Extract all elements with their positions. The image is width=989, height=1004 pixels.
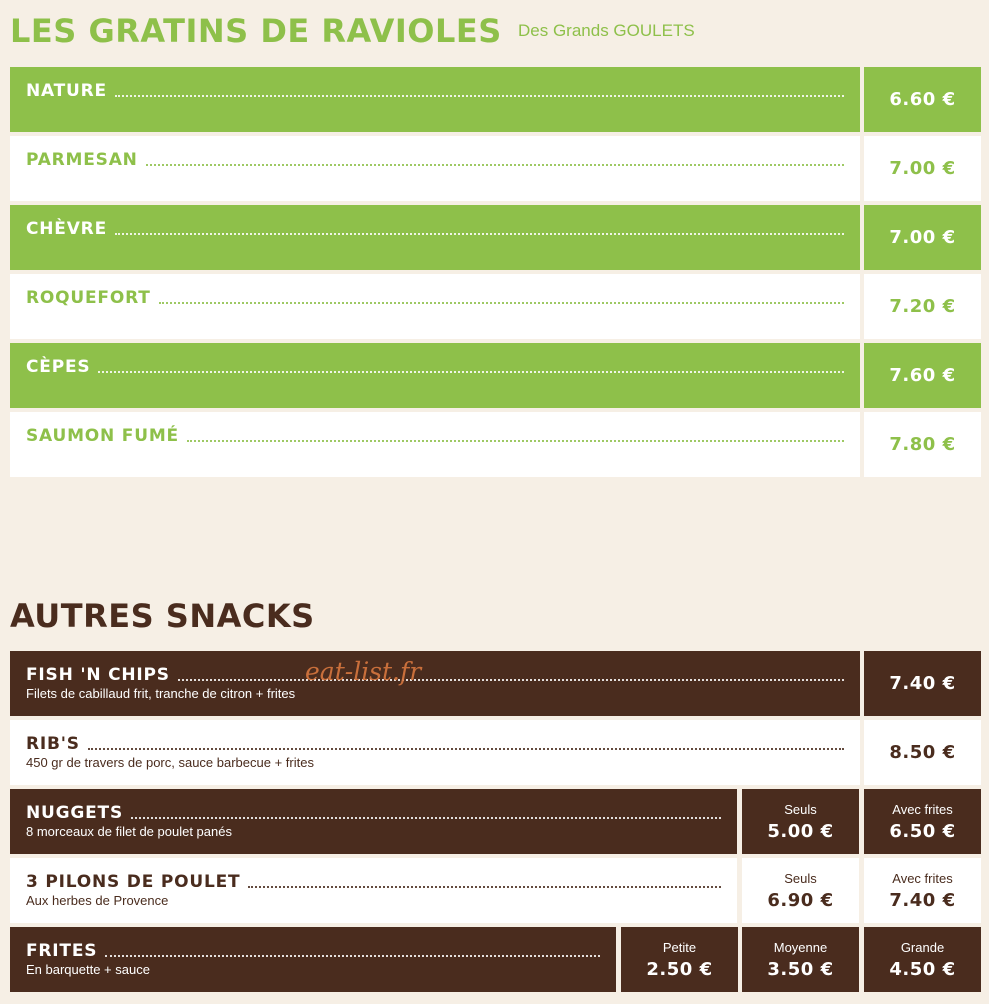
menu-row-parmesan [10,136,860,201]
price-cell-seuls [742,789,859,854]
item-price: 6.90 € [767,889,834,911]
item-description: Filets de cabillaud frit, tranche de citron + frites [26,686,296,701]
dot-leader [105,955,600,957]
price-label: Seuls [784,870,817,886]
item-price: 7.00 € [889,227,956,248]
item-price: 7.20 € [889,296,956,317]
dot-leader [178,679,844,681]
gratins-title: LES GRATINS DE RAVIOLES [10,12,502,50]
dot-leader [98,371,844,373]
dot-leader [248,886,721,888]
price-cell [864,412,981,477]
item-description: Aux herbes de Provence [26,893,169,908]
price-cell [864,67,981,132]
price-label: Avec frites [892,801,953,817]
item-description: 450 gr de travers de porc, sauce barbecue + frites [26,755,314,770]
menu-row-frites [10,927,616,992]
menu-row-cepes [10,343,860,408]
item-price: 7.40 € [889,889,956,911]
price-cell [864,136,981,201]
price-cell [864,205,981,270]
dot-leader [146,164,844,166]
item-price: 7.80 € [889,434,956,455]
item-price: 5.00 € [767,820,834,842]
price-cell-avec-frites [864,789,981,854]
dot-leader [88,748,844,750]
price-label: Avec frites [892,870,953,886]
price-cell-avec-frites [864,858,981,923]
item-name: RIB'S [26,734,80,754]
gratins-subtitle: Des Grands GOULETS [518,21,695,40]
menu-row-roquefort [10,274,860,339]
item-name: CÈPES [26,357,91,377]
item-name: FRITES [26,941,98,961]
snacks-title: AUTRES SNACKS [10,597,315,635]
menu-row-chevre [10,205,860,270]
dot-leader [187,440,844,442]
item-name: FISH 'N CHIPS [26,665,170,685]
dot-leader [115,233,844,235]
item-price: 3.50 € [767,958,834,980]
price-cell-moyenne [742,927,859,992]
price-label: Moyenne [773,939,828,955]
item-price: 7.40 € [889,673,956,694]
price-label: Grande [900,939,945,955]
dot-leader [159,302,844,304]
item-name: PARMESAN [26,150,138,170]
menu-row-fish-n-chips [10,651,860,716]
menu-row-nuggets [10,789,737,854]
price-label: Petite [662,939,697,955]
watermark: eat-list.fr [305,657,422,686]
item-price: 7.60 € [889,365,956,386]
item-name: ROQUEFORT [26,288,151,308]
item-price: 6.60 € [889,89,956,110]
menu-row-nature [10,67,860,132]
menu-row-ribs [10,720,860,785]
item-description: 8 morceaux de filet de poulet panés [26,824,232,839]
menu-row-pilons [10,858,737,923]
item-name: NATURE [26,81,107,101]
price-label: Seuls [784,801,817,817]
price-cell [864,720,981,785]
dot-leader [115,95,844,97]
item-price: 2.50 € [646,958,713,980]
item-description: En barquette + sauce [26,962,150,977]
price-cell [864,343,981,408]
price-cell [864,651,981,716]
price-cell-seuls [742,858,859,923]
item-name: NUGGETS [26,803,123,823]
item-price: 6.50 € [889,820,956,842]
dot-leader [131,817,721,819]
price-cell [864,274,981,339]
item-price: 4.50 € [889,958,956,980]
price-cell-grande [864,927,981,992]
item-price: 8.50 € [889,742,956,763]
item-price: 7.00 € [889,158,956,179]
menu-row-saumon-fume [10,412,860,477]
item-name: CHÈVRE [26,219,107,239]
price-cell-petite [621,927,738,992]
item-name: SAUMON FUMÉ [26,426,179,446]
item-name: 3 PILONS DE POULET [26,872,241,892]
